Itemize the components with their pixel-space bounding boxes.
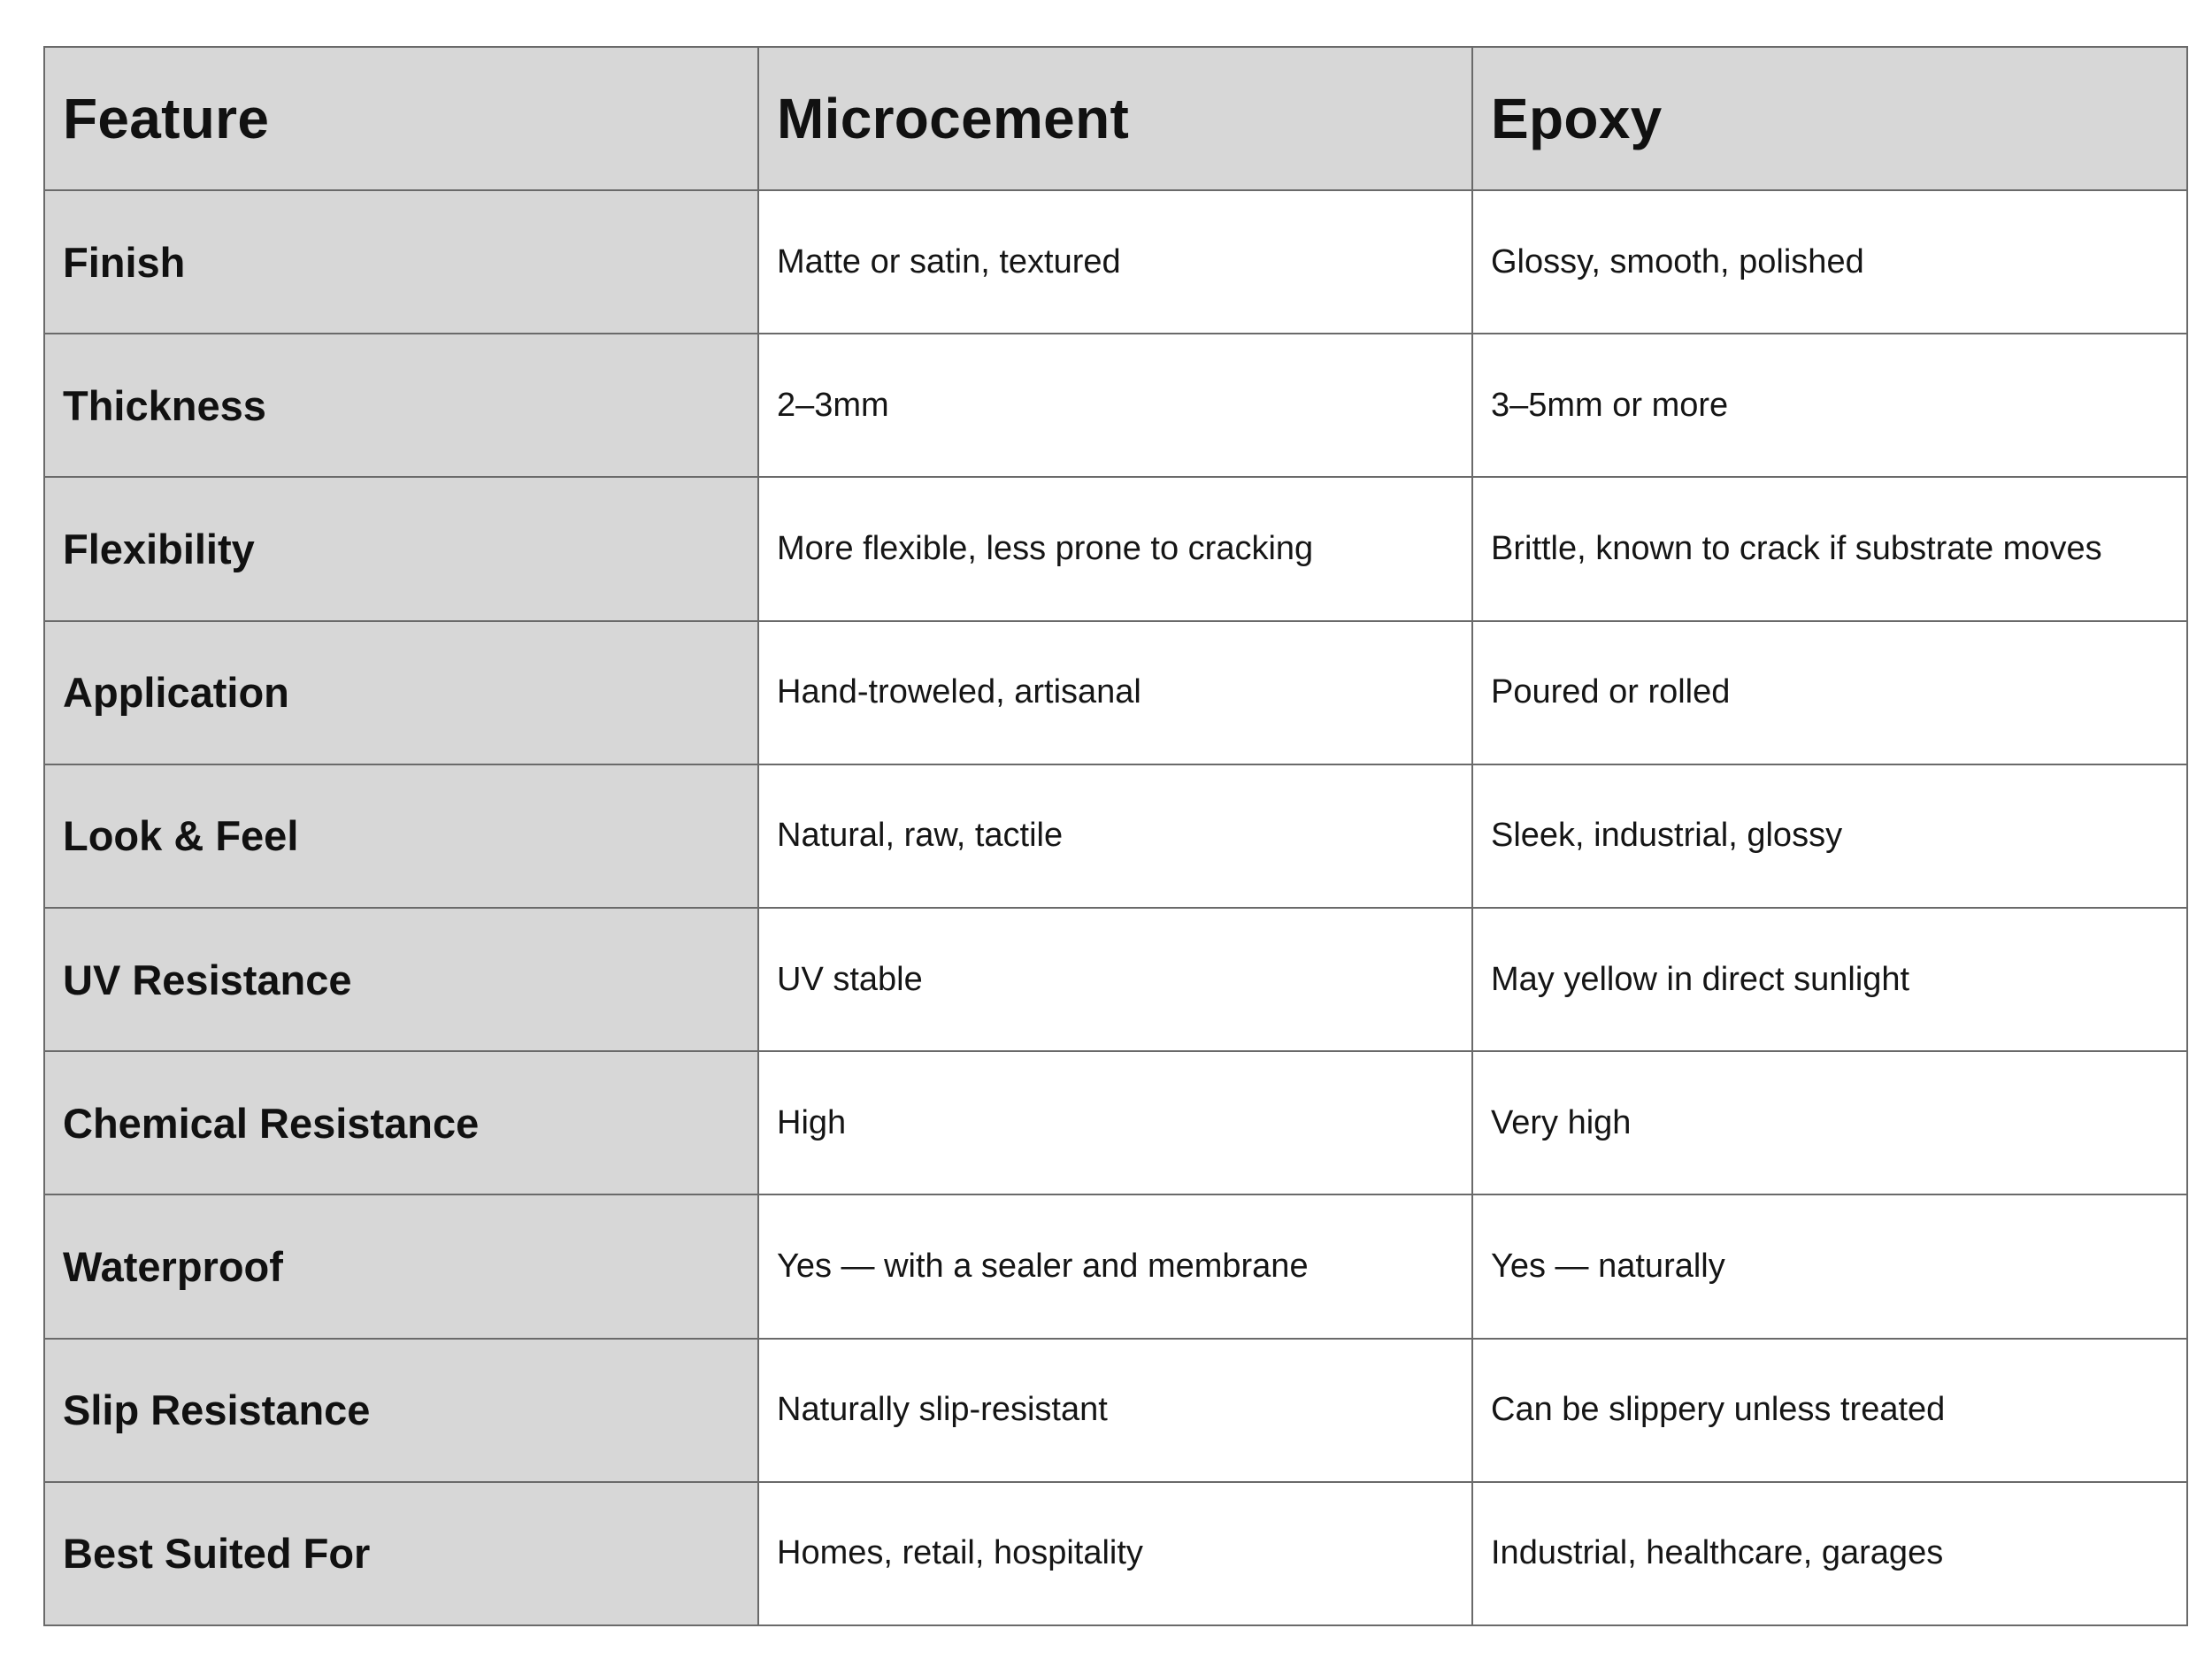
table-row — [44, 1482, 2187, 1625]
epoxy-cell: Industrial, healthcare, garages — [1472, 1482, 2187, 1625]
epoxy-cell: Poured or rolled — [1472, 621, 2187, 764]
microcement-cell: Yes — with a sealer and membrane — [758, 1194, 1472, 1338]
feature-cell: Flexibility — [44, 477, 758, 620]
microcement-cell: 2–3mm — [758, 334, 1472, 477]
microcement-cell: High — [758, 1051, 1472, 1194]
feature-cell: Application — [44, 621, 758, 764]
feature-cell: Finish — [44, 190, 758, 334]
header-microcement: Microcement — [758, 47, 1472, 190]
microcement-cell: Naturally slip-resistant — [758, 1339, 1472, 1482]
microcement-cell: Homes, retail, hospitality — [758, 1482, 1472, 1625]
table-row — [44, 1194, 2187, 1338]
header-row — [44, 47, 2187, 190]
table-row — [44, 1339, 2187, 1482]
epoxy-cell: Can be slippery unless treated — [1472, 1339, 2187, 1482]
microcement-cell: Hand-troweled, artisanal — [758, 621, 1472, 764]
epoxy-cell: Brittle, known to crack if substrate moves — [1472, 477, 2187, 620]
feature-cell: Best Suited For — [44, 1482, 758, 1625]
header-epoxy: Epoxy — [1472, 47, 2187, 190]
feature-cell: Thickness — [44, 334, 758, 477]
header-feature: Feature — [44, 47, 758, 190]
microcement-cell: Natural, raw, tactile — [758, 764, 1472, 908]
microcement-cell: More flexible, less prone to cracking — [758, 477, 1472, 620]
feature-cell: Waterproof — [44, 1194, 758, 1338]
table-row — [44, 477, 2187, 620]
table-row — [44, 621, 2187, 764]
feature-cell: Chemical Resistance — [44, 1051, 758, 1194]
epoxy-cell: Sleek, industrial, glossy — [1472, 764, 2187, 908]
comparison-table-container — [43, 46, 2186, 1626]
comparison-table — [43, 46, 2188, 1626]
feature-cell: Slip Resistance — [44, 1339, 758, 1482]
microcement-cell: Matte or satin, textured — [758, 190, 1472, 334]
feature-cell: UV Resistance — [44, 908, 758, 1051]
table-row — [44, 1051, 2187, 1194]
epoxy-cell: Yes — naturally — [1472, 1194, 2187, 1338]
table-row — [44, 334, 2187, 477]
table-row — [44, 908, 2187, 1051]
epoxy-cell: Very high — [1472, 1051, 2187, 1194]
microcement-cell: UV stable — [758, 908, 1472, 1051]
epoxy-cell: Glossy, smooth, polished — [1472, 190, 2187, 334]
feature-cell: Look & Feel — [44, 764, 758, 908]
epoxy-cell: 3–5mm or more — [1472, 334, 2187, 477]
table-row — [44, 190, 2187, 334]
table-row — [44, 764, 2187, 908]
epoxy-cell: May yellow in direct sunlight — [1472, 908, 2187, 1051]
